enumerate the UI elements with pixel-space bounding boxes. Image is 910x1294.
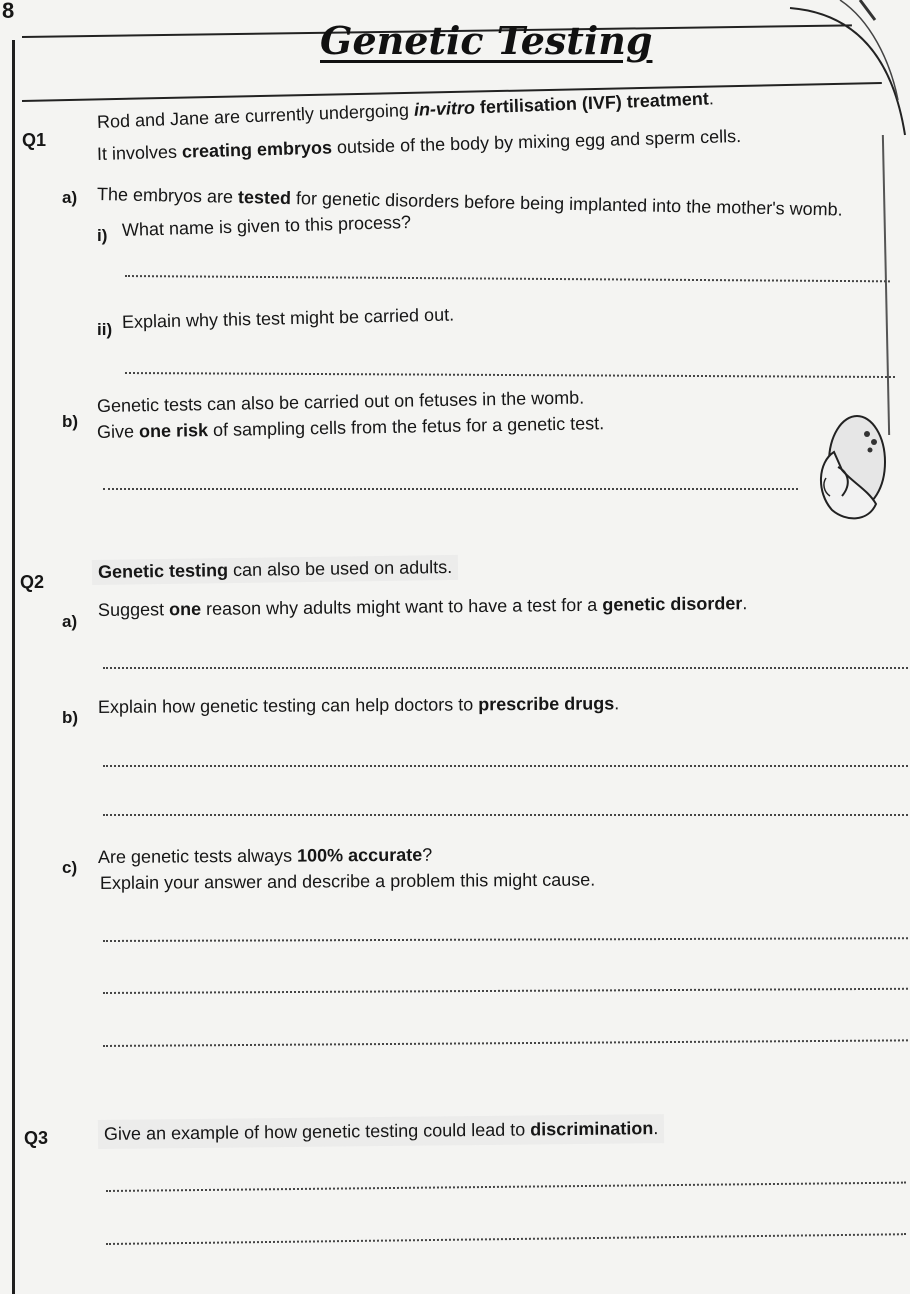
question-1-label: Q1 [22,130,47,150]
page-number: 8 [2,0,15,23]
question-2-label: Q2 [20,572,45,592]
q2-part-a-label: a) [62,612,78,631]
fetus-illustration [812,412,887,530]
q1-part-b-line-1: Genetic tests can also be carried out on fetuses in the womb. [96,387,585,416]
q2-intro: Genetic testing can also be used on adults. [92,555,459,585]
q1-a-i-question: What name is given to this process? [121,211,412,240]
question-3-label: Q3 [24,1128,49,1148]
q1-part-b-label: b) [62,412,79,431]
q2-part-c-line-1: Are genetic tests always 100% accurate? [97,844,433,867]
q1-a-ii-answer-line[interactable] [125,372,895,378]
frame-right-border [882,135,890,435]
q2-c-answer-line-3[interactable] [103,1039,908,1047]
q1-a-i-answer-line[interactable] [125,275,890,282]
q2-c-answer-line-1[interactable] [103,937,908,942]
q2-c-answer-line-2[interactable] [103,988,908,994]
q2-b-answer-line-1[interactable] [103,765,908,767]
q1-part-a-label: a) [62,188,78,207]
q1-intro-line-2: It involves creating embryos outside of the body by mixing egg and sperm cells. [96,126,742,164]
q3-answer-line-1[interactable] [106,1182,906,1192]
q1-a-i-label: i) [97,226,108,245]
q1-b-answer-line[interactable] [103,488,798,490]
q1-part-b-line-2: Give one risk of sampling cells from the fetus for a genetic test. [96,413,605,442]
q2-a-answer-line[interactable] [103,667,908,669]
q2-part-c-line-2: Explain your answer and describe a problem this might cause. [99,869,596,893]
q2-part-c-label: c) [62,858,78,877]
q3-text: Give an example of how genetic testing could lead to discrimination. [98,1114,665,1149]
page-curl-icon [780,0,910,150]
q2-part-b-text: Explain how genetic testing can help doctors to prescribe drugs. [97,693,620,717]
q2-part-b-label: b) [62,708,79,727]
q3-answer-line-2[interactable] [106,1233,906,1245]
frame-left-border [12,40,15,1294]
q1-intro-line-1: Rod and Jane are currently undergoing in-vitro fertilisation (IVF) treatment. [96,88,715,132]
q2-part-a-text: Suggest one reason why adults might want to have a test for a genetic disorder. [97,593,748,620]
q2-b-answer-line-2[interactable] [103,814,908,816]
q1-a-ii-question: Explain why this test might be carried out. [121,304,455,332]
page-title: Genetic Testing [320,18,653,63]
q1-part-a-text: The embryos are tested for genetic disorders before being implanted into the mother's womb. [96,184,843,220]
q1-a-ii-label: ii) [97,320,113,339]
